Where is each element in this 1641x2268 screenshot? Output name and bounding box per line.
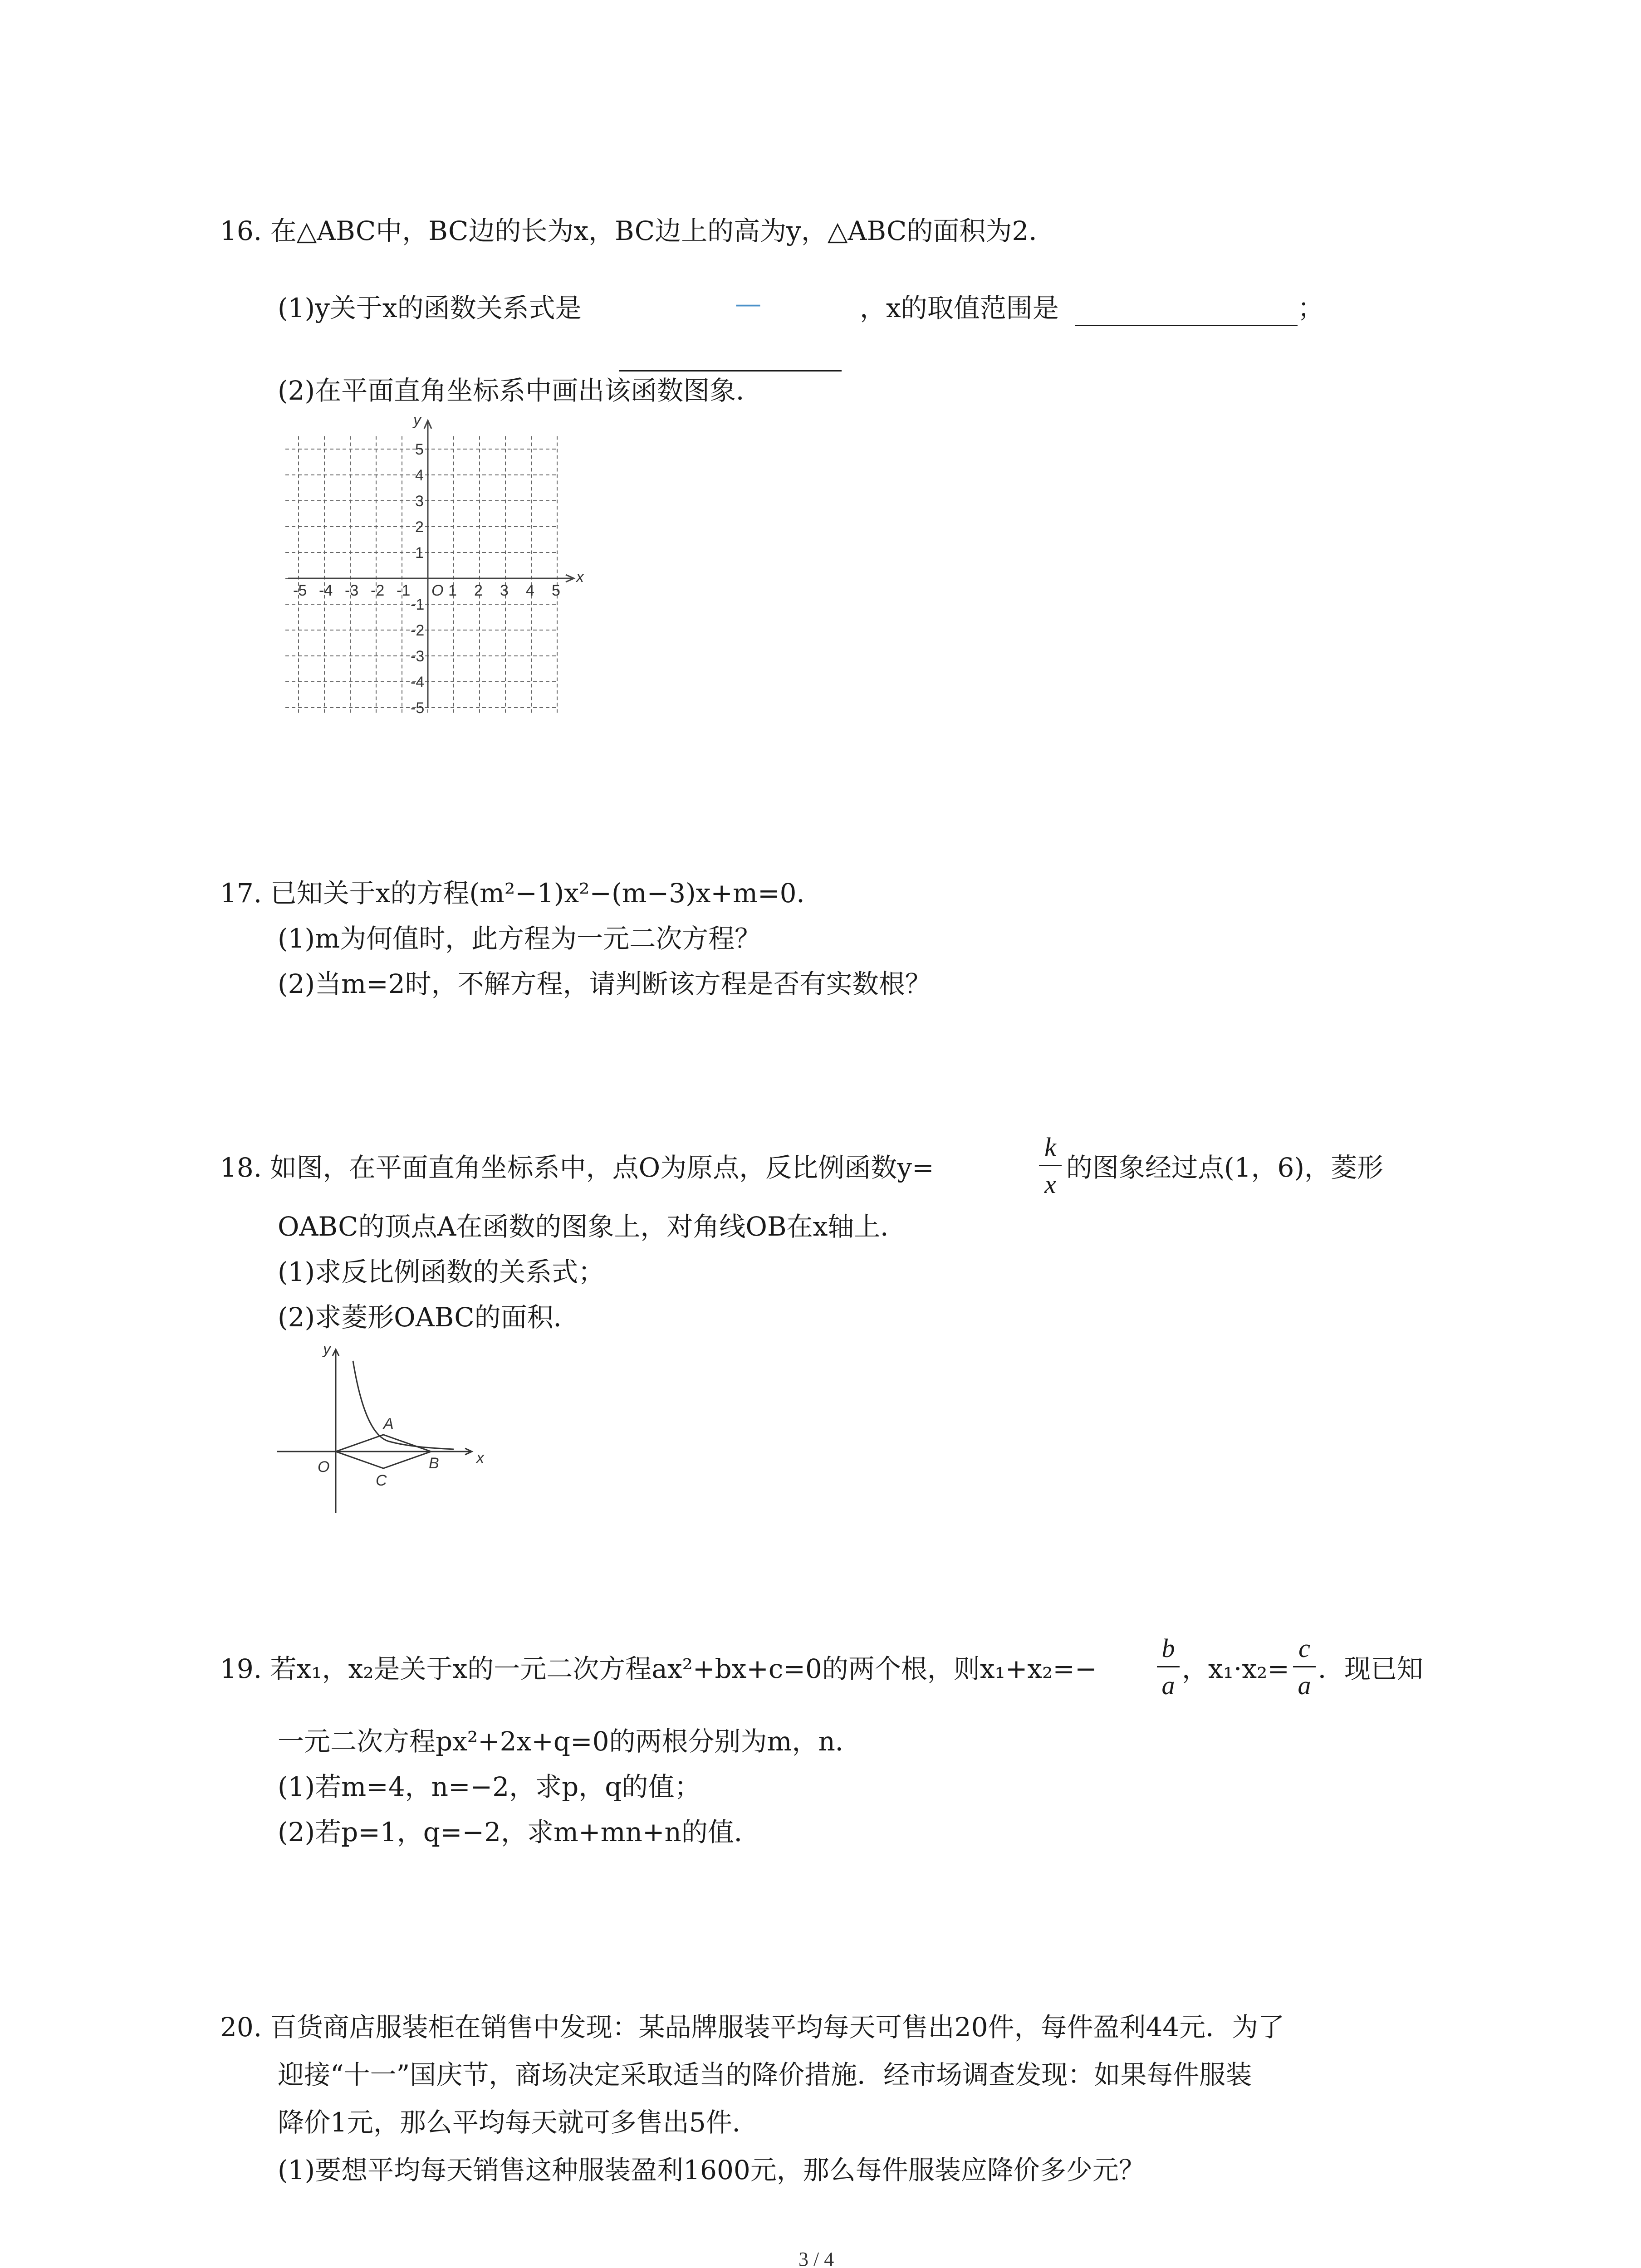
x-tick-label: 3 [500, 582, 509, 599]
q16-part2: (2)在平面直角坐标系中画出该函数图象． [278, 375, 763, 406]
label-x: x [476, 1449, 484, 1466]
q20-part1: (1)要想平均每天销售这种服装盈利1600元，那么每件服装应降价多少元？ [278, 2155, 1145, 2185]
label-B: B [429, 1455, 439, 1472]
q18-frac-numerator: k [1044, 1132, 1056, 1162]
q19-stem-2: 一元二次方程px²+2x+q=0的两根分别为m，n． [278, 1726, 862, 1757]
q18-stem-2: OABC的顶点A在函数的图象上，对角线OB在x轴上． [278, 1211, 907, 1242]
q18-stem-b: 的图象经过点(1，6)，菱形 [1066, 1152, 1384, 1183]
y-tick-label: 4 [415, 467, 424, 484]
y-tick-label: -3 [411, 648, 425, 665]
label-C: C [376, 1472, 387, 1489]
q18-part2: (2)求菱形OABC的面积． [278, 1302, 580, 1333]
q18-frac-bar [1039, 1165, 1062, 1166]
q18-part1: (1)求反比例函数的关系式； [278, 1256, 605, 1287]
q19-part2: (2)若p=1，q=−2，求m+mn+n的值． [278, 1817, 760, 1848]
x-tick-label: -1 [397, 582, 411, 599]
q19-part1: (1)若m=4，n=−2，求p，q的值； [278, 1771, 701, 1802]
q19-f1-numerator: b [1161, 1633, 1175, 1663]
x-tick-label: -2 [371, 582, 385, 599]
label-y: y [323, 1340, 331, 1358]
q20-line1: 20. 百货商店服装柜在销售中发现：某品牌服装平均每天可售出20件，每件盈利44元．为了 [220, 2012, 1285, 2043]
origin-label: O [431, 582, 444, 599]
q16-range-blank [1075, 304, 1298, 326]
q16-answer-dash: — [735, 288, 761, 319]
page-number: 3 / 4 [798, 2248, 834, 2268]
y-tick-label: 2 [415, 518, 424, 536]
hyperbola-curve [353, 1361, 454, 1449]
q18-rhombus-figure [272, 1340, 485, 1517]
q16-func-blank [619, 349, 842, 371]
q17-stem: 17. 已知关于x的方程(m²−1)x²−(m−3)x+m=0． [220, 878, 823, 909]
x-tick-label: 4 [526, 582, 534, 599]
q16-part1-b: ，x的取值范围是 [860, 293, 1059, 323]
q16-part1-text-a: (1)y关于x的函数关系式是 [278, 293, 582, 323]
q16-coordinate-grid [284, 415, 592, 723]
q18-fraction [1039, 1134, 1062, 1198]
q19-f2-numerator: c [1298, 1633, 1310, 1663]
x-tick-label: -3 [345, 582, 359, 599]
y-tick-label: -4 [411, 674, 425, 691]
q19-fraction-2 [1293, 1635, 1316, 1699]
q20-line2: 迎接“十一”国庆节，商场决定采取适当的降价措施．经市场调查发现：如果每件服装 [278, 2059, 1252, 2090]
y-tick-label: -2 [411, 622, 425, 639]
q16-part1-end: ； [1298, 293, 1324, 323]
x-tick-label: -4 [319, 582, 333, 599]
y-tick-label: -1 [411, 596, 425, 613]
q19-stem-b: ，x₁·x₂= [1182, 1653, 1289, 1684]
y-tick-label: 5 [415, 441, 424, 458]
label-A: A [383, 1415, 394, 1432]
y-tick-label: 3 [415, 493, 424, 510]
q19-stem-c: ．现已知 [1318, 1653, 1424, 1684]
x-axis-label: x [576, 568, 584, 586]
q16-part1 [278, 295, 582, 321]
q19-f1-denominator: a [1161, 1671, 1175, 1700]
y-axis-label: y [413, 415, 421, 429]
q16-stem: 16. 在△ABC中，BC边的长为x，BC边上的高为y，△ABC的面积为2． [220, 215, 1055, 246]
x-tick-label: 1 [448, 582, 457, 599]
x-tick-label: -5 [293, 582, 307, 599]
q20-line3: 降价1元，那么平均每天就可多售出5件． [278, 2107, 759, 2138]
x-tick-label: 5 [552, 582, 560, 599]
x-tick-label: 2 [474, 582, 483, 599]
y-tick-label: 1 [415, 544, 424, 562]
y-tick-label: -5 [411, 699, 425, 717]
q19-f1-bar [1157, 1666, 1180, 1667]
q18-frac-denominator: x [1044, 1169, 1056, 1199]
q19-f2-bar [1293, 1666, 1316, 1667]
q19-f2-denominator: a [1298, 1671, 1311, 1700]
label-O: O [318, 1458, 330, 1476]
q17-part2: (2)当m=2时，不解方程，请判断该方程是否有实数根？ [278, 968, 931, 999]
q17-part1: (1)m为何值时，此方程为一元二次方程？ [278, 923, 761, 954]
q18-stem-a: 18. 如图，在平面直角坐标系中，点O为原点，反比例函数y= [220, 1152, 934, 1183]
q19-stem-a: 19. 若x₁，x₂是关于x的一元二次方程ax²+bx+c=0的两个根，则x₁+x₂=− [220, 1653, 1097, 1684]
q19-fraction-1 [1157, 1635, 1180, 1699]
